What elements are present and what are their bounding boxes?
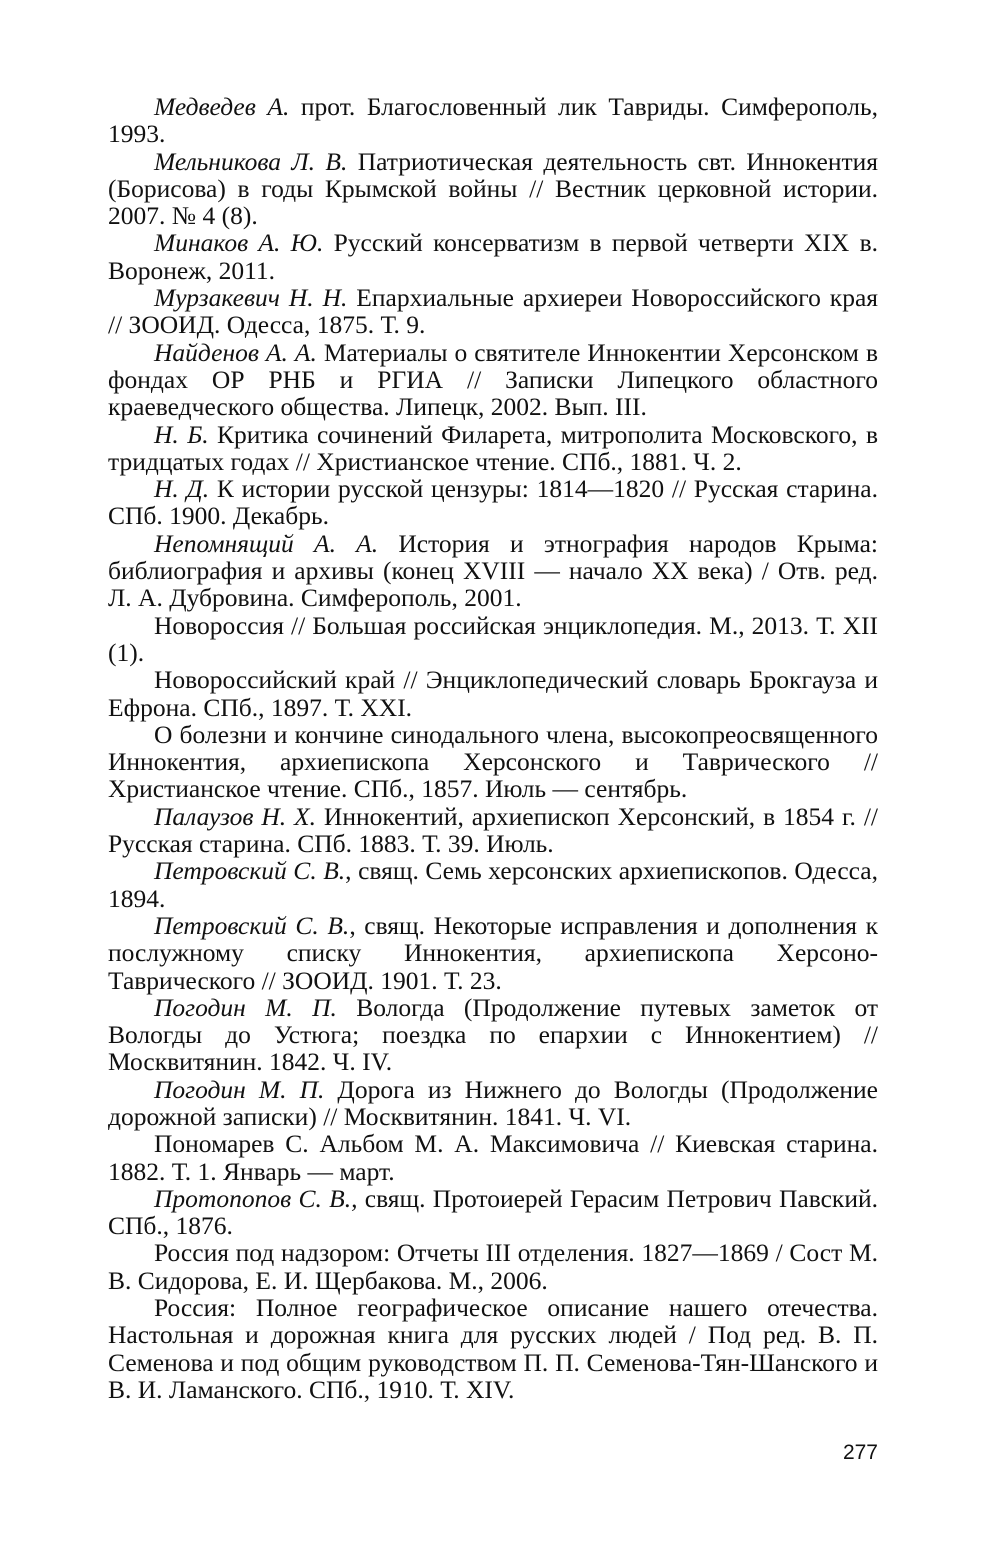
entry-text: прот. Благословенный лик Тавриды. Симферополь, 1993.	[108, 92, 879, 149]
entry-author: Погодин М. П.	[154, 1074, 325, 1104]
entry-author: Петровский С. В.	[154, 856, 346, 886]
bibliography-entry	[108, 93, 878, 148]
entry-text: История и этнография народов Крыма: библиография и архивы (конец XVIII — начало XX века) / Отв. ред. Л. А. Дубровина. Симферополь, 2001.	[108, 528, 878, 613]
page-number: 277	[842, 1441, 878, 1464]
entry-text: Иннокентий, архиепископ Херсонский, в 1854 г. // Русская старина. СПб. 1883. Т. 39. Июль.	[108, 801, 878, 859]
entry-text: О болезни и кончине синодального члена, высокопреосвященного Иннокентия, архиепископа Херсонского и Таврического // Христианское чтение. СПб., 1857. Июль — сентябрь.	[108, 719, 878, 804]
bibliography-entry	[108, 1076, 878, 1131]
entry-author: Палаузов Н. Х.	[154, 801, 316, 831]
entry-text: , свящ. Семь херсонских архиепископов. Одесса, 1894.	[108, 856, 878, 913]
bibliography-entry	[108, 475, 878, 530]
entry-text: свящ. Протоиерей Герасим Петрович Павский. СПб., 1876.	[108, 1183, 878, 1241]
entry-text: Пономарев С. Альбом М. А. Максимовича // Киевская старина. 1882. Т. 1. Январь — март.	[108, 1129, 878, 1186]
entry-text: , свящ. Некоторые исправления и дополнения к послужному списку Иннокентия, архиепископа Херсоно-Таврического // ЗООИД. 1901. Т. 23.	[108, 910, 878, 995]
entry-text: К истории русской цензуры: 1814—1820 // Русская старина. СПб. 1900. Декабрь.	[108, 474, 878, 531]
entry-author: Минаков А. Ю.	[154, 228, 324, 258]
entry-author: Н. Д.	[154, 474, 210, 504]
entry-text: Россия: Полное географическое описание нашего отечества. Настольная и дорожная книга для русских людей / Под ред. В. П. Семенова и под общим руководством П. П. Семенова-Тян-Шанского и В. И. Ламанского. СПб., 1910. Т. XIV.	[108, 1293, 878, 1404]
entry-author: Найденов А. А.	[154, 337, 317, 367]
entry-text: Новороссия // Большая российская энциклопедия. М., 2013. Т. XII (1).	[108, 610, 878, 667]
bibliography-entry	[108, 666, 878, 721]
entry-text: Патриотическая деятельность свт. Иннокентия (Борисова) в годы Крымской войны // Вестник церковной истории. 2007. № 4 (8).	[108, 146, 878, 231]
entry-author: Мурзакевич Н. Н.	[154, 283, 348, 313]
entry-author: Петровский С. В.	[154, 910, 350, 940]
bibliography-entry	[108, 229, 878, 284]
bibliography-entry	[108, 284, 878, 339]
bibliography-list	[108, 93, 878, 1403]
entry-author: Протопопов С. В.,	[154, 1183, 358, 1213]
entry-text: Дорога из Нижнего до Вологды (Продолжение дорожной записки) // Москвитянин. 1841. Ч. VI.	[108, 1074, 878, 1131]
bibliography-entry	[108, 1130, 878, 1185]
entry-text: Новороссийский край // Энциклопедический словарь Брокгауза и Ефрона. СПб., 1897. Т. XXI.	[108, 665, 878, 722]
bibliography-entry	[108, 803, 878, 858]
bibliography-entry	[108, 912, 878, 994]
bibliography-entry	[108, 1294, 878, 1403]
entry-author: Н. Б.	[154, 419, 209, 449]
entry-text: Россия под надзором: Отчеты III отделения. 1827—1869 / Сост М. В. Сидорова, Е. И. Щербакова. М., 2006.	[108, 1238, 878, 1295]
entry-author: Мельникова Л. В.	[154, 146, 348, 176]
bibliography-entry	[108, 857, 878, 912]
bibliography-entry	[108, 994, 878, 1076]
entry-author: Медведев А.	[154, 92, 290, 121]
entry-text: Материалы о святителе Иннокентии Херсонском в фондах ОР РНБ и РГИА // Записки Липецкого областного краеведческого общества. Липецк, 2002. Вып. III.	[108, 337, 878, 422]
entry-author: Погодин М. П.	[154, 992, 337, 1022]
bibliography-entry	[108, 1185, 878, 1240]
bibliography-entry	[108, 1239, 878, 1294]
entry-text: Епархиальные архиереи Новороссийского края // ЗООИД. Одесса, 1875. Т. 9.	[108, 283, 878, 340]
bibliography-entry	[108, 721, 878, 803]
entry-author: Непомнящий А. А.	[154, 528, 379, 558]
entry-text: Критика сочинений Филарета, митрополита Московского, в тридцатых годах // Христианское чтение. СПб., 1881. Ч. 2.	[108, 419, 878, 476]
bibliography-entry	[108, 612, 878, 667]
bibliography-entry	[108, 148, 878, 230]
bibliography-entry	[108, 530, 878, 612]
bibliography-entry	[108, 421, 878, 476]
bibliography-entry	[108, 339, 878, 421]
entry-text: Русский консерватизм в первой четверти XIX в. Воронеж, 2011.	[108, 228, 878, 285]
entry-text: Вологда (Продолжение путевых заметок от Вологды до Устюга; поездка по епархии с Иннокентием) // Москвитянин. 1842. Ч. IV.	[108, 992, 879, 1077]
